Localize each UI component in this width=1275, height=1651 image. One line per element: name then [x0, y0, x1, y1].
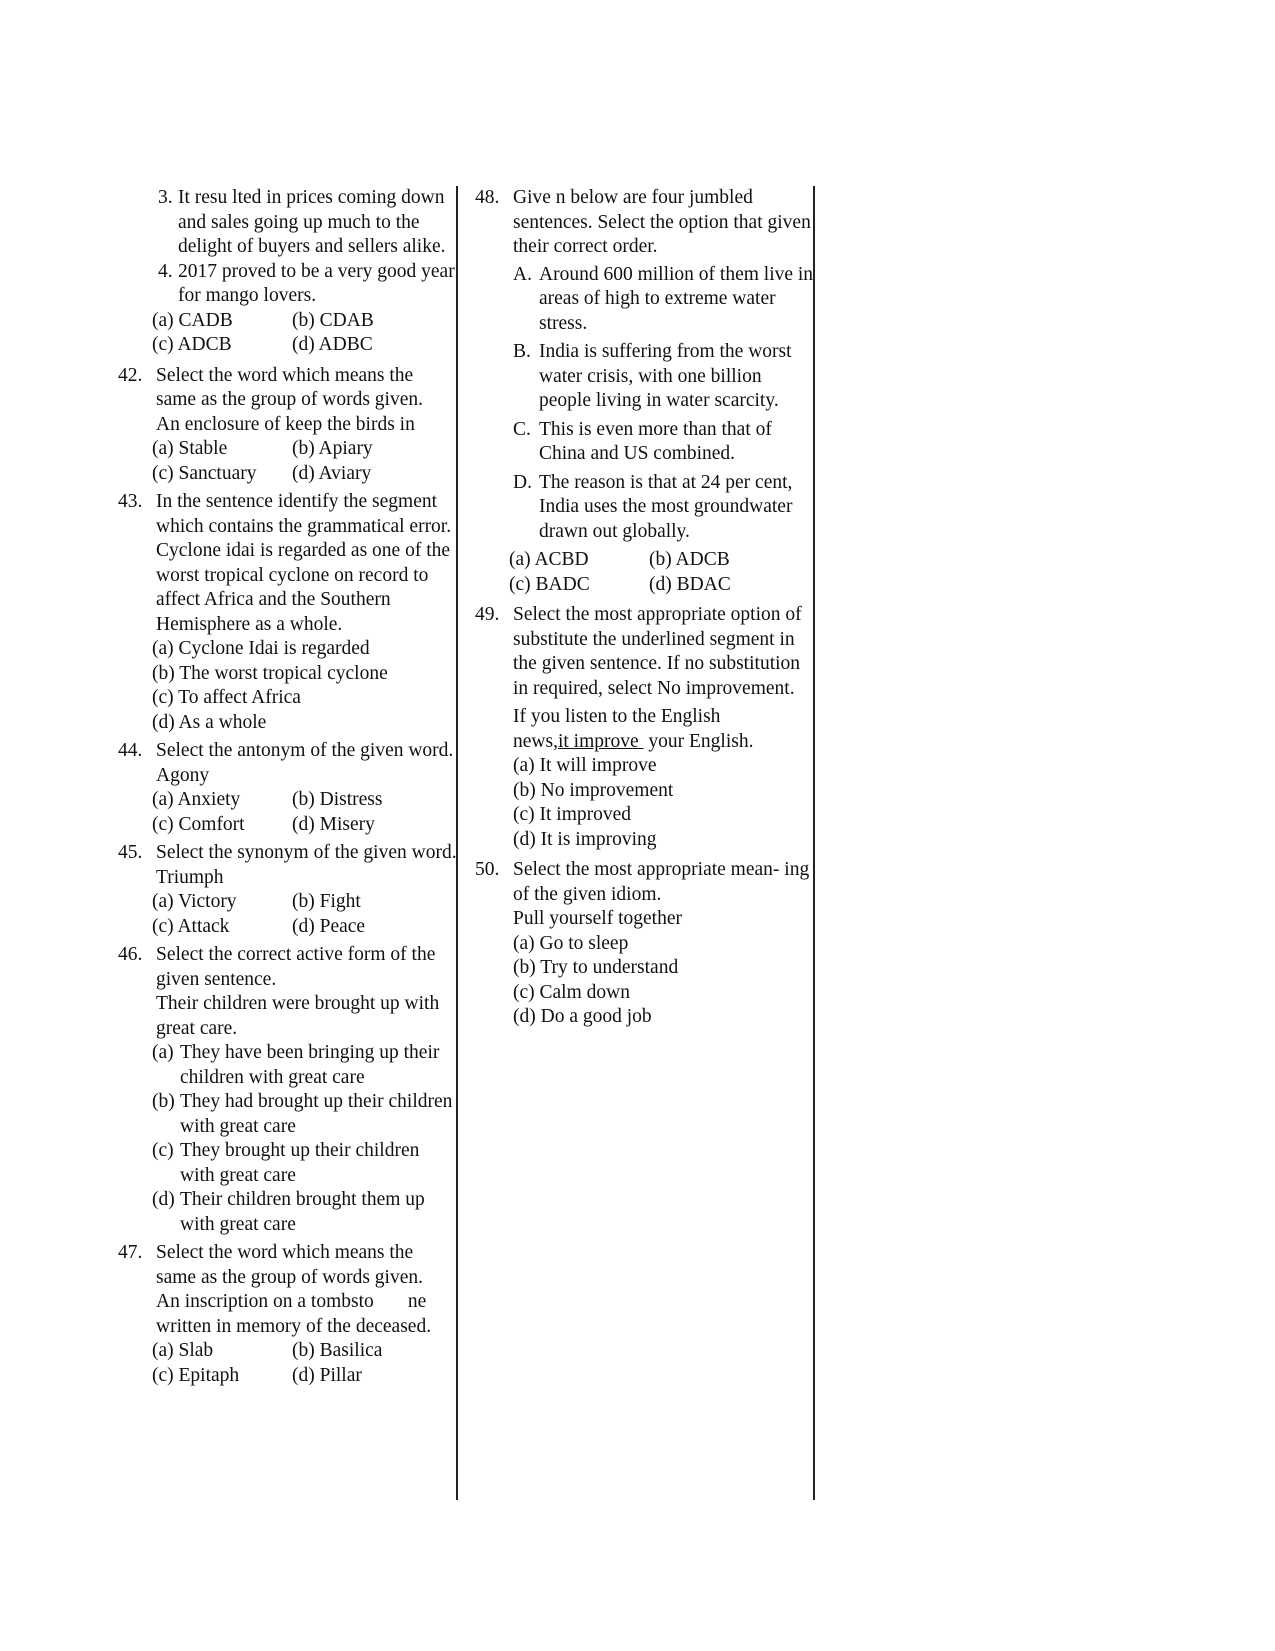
option-d[interactable]: (d) Misery [292, 813, 375, 835]
question-45 [118, 841, 458, 939]
question-word: Agony [156, 764, 210, 786]
option-b[interactable]: (b) They had brought up their children with great care [152, 1091, 453, 1137]
question-number: 44. [118, 740, 143, 761]
question-44 [118, 739, 458, 837]
question-50 [475, 858, 815, 1030]
option-a[interactable]: (a) Stable [152, 438, 228, 459]
jumbled-sentence-d: D. The reason is that at 24 per cent, India uses the most groundwater drawn out globally. [513, 471, 793, 542]
question-number: 43. [118, 491, 143, 512]
question-47 [118, 1241, 458, 1388]
question-stem: Give n below are four jumbled sentences. Select the option that given their correct order. [513, 187, 811, 257]
question-number: 47. [118, 1242, 143, 1263]
option-c[interactable]: (c) They brought up their children with great care [152, 1140, 420, 1186]
option-d[interactable]: (d) It is improving [513, 828, 657, 850]
question-stem: Select the word which means the same as the group of words given. [156, 1242, 423, 1288]
jumbled-sentence-c: C. This is even more than that of China and US combined. [513, 418, 772, 464]
question-number: 50. [475, 859, 500, 880]
option-d[interactable]: (d) Their children brought them up with great care [152, 1189, 425, 1235]
option-a[interactable]: (a) Go to sleep [513, 932, 629, 954]
question-46 [118, 943, 458, 1237]
question-sentence: Their children were brought up with great care. [156, 993, 440, 1039]
option-d[interactable]: (d) Do a good job [513, 1006, 652, 1027]
option-b[interactable]: (b) No improvement [513, 779, 674, 801]
option-d[interactable]: (d) ADBC [292, 334, 373, 355]
question-sentence: Cyclone idai is regarded as one of the worst tropical cyclone on record to affect Africa and the Southern Hemisphere as a whole. [156, 540, 451, 635]
option-a[interactable]: (a) It will improve [513, 755, 657, 776]
question-stem: Select the antonym of the given word. [156, 740, 454, 761]
option-d[interactable]: (d) Pillar [292, 1364, 362, 1386]
option-d[interactable]: (d) Aviary [292, 462, 372, 484]
option-c[interactable]: (c) Comfort [152, 813, 245, 835]
option-a[interactable]: (a) They have been bringing up their children with great care [152, 1042, 440, 1088]
continued-sentence-4: 4. 2017 proved to be a very good year for mango lovers. [158, 260, 455, 306]
continued-sentence-3: 3. It resu lted in prices coming down and sales going up much to the delight of buyers and sellers alike. [158, 187, 446, 257]
option-a[interactable]: (a) ACBD [509, 549, 589, 570]
left-column [118, 186, 458, 1392]
jumbled-sentence-b: B. India is suffering from the worst water crisis, with one billion people living in water scarcity. [513, 341, 792, 411]
option-b[interactable]: (b) Fight [292, 891, 361, 912]
option-c[interactable]: (c) Sanctuary [152, 462, 257, 484]
question-stem: Select the synonym of the given word. [156, 842, 457, 863]
question-sentence: An enclosure of keep the birds in [156, 413, 415, 435]
question-idiom: Pull yourself together [513, 908, 682, 929]
option-d[interactable]: (d) BDAC [649, 573, 731, 595]
option-a[interactable]: (a) Cyclone Idai is regarded [152, 638, 370, 659]
question-sentence: If you listen to the English news,it improve your English. [513, 706, 754, 752]
option-b[interactable]: (b) Distress [292, 789, 383, 810]
question-number: 45. [118, 842, 143, 863]
option-b[interactable]: (b) ADCB [649, 549, 730, 570]
question-stem: Select the most appropriate option of substitute the underlined segment in the given sentence. If no substitution in required, select No improvement. [513, 604, 802, 699]
option-b[interactable]: (b) The worst tropical cyclone [152, 662, 388, 684]
option-c[interactable]: (c) It improved [513, 804, 632, 825]
option-a[interactable]: (a) Victory [152, 891, 237, 912]
question-stem: Select the word which means the same as the group of words given. [156, 364, 423, 410]
question-word: Triumph [156, 866, 224, 888]
question-49 [475, 603, 815, 852]
option-d[interactable]: (d) Peace [292, 915, 366, 937]
question-43 [118, 490, 458, 735]
question-number: 49. [475, 604, 500, 625]
question-sentence: An inscription on a tombsto ne written in memory of the deceased. [156, 1291, 432, 1337]
question-42 [118, 364, 458, 487]
question-number: 46. [118, 944, 143, 965]
question-number: 48. [475, 187, 500, 208]
jumbled-sentence-a: A. Around 600 million of them live in areas of high to extreme water stress. [513, 263, 814, 334]
option-c[interactable]: (c) To affect Africa [152, 687, 301, 708]
continued-options [118, 309, 458, 358]
question-stem: In the sentence identify the segment which contains the grammatical error. [156, 491, 452, 537]
option-b[interactable]: (b) Basilica [292, 1340, 383, 1361]
question-number: 42. [118, 364, 143, 386]
option-a[interactable]: (a) Slab [152, 1340, 214, 1361]
question-stem: Select the correct active form of the given sentence. [156, 944, 436, 990]
option-d[interactable]: (d) As a whole [152, 711, 267, 733]
option-c[interactable]: (c) Attack [152, 915, 230, 937]
right-column [475, 186, 815, 1034]
option-b[interactable]: (b) Apiary [292, 438, 373, 459]
option-c[interactable]: (c) Calm down [513, 981, 630, 1003]
option-a[interactable]: (a) CADB [152, 309, 233, 331]
option-a[interactable]: (a) Anxiety [152, 789, 241, 810]
option-b[interactable]: (b) CDAB [292, 309, 374, 331]
option-c[interactable]: (c) Epitaph [152, 1364, 240, 1386]
question-stem: Select the most appropriate mean- ing of the given idiom. [513, 859, 810, 905]
option-c[interactable]: (c) BADC [509, 573, 590, 595]
underlined-segment: it improve [557, 730, 644, 752]
option-b[interactable]: (b) Try to understand [513, 957, 679, 978]
option-c[interactable]: (c) ADCB [152, 334, 232, 355]
question-48 [475, 186, 815, 597]
